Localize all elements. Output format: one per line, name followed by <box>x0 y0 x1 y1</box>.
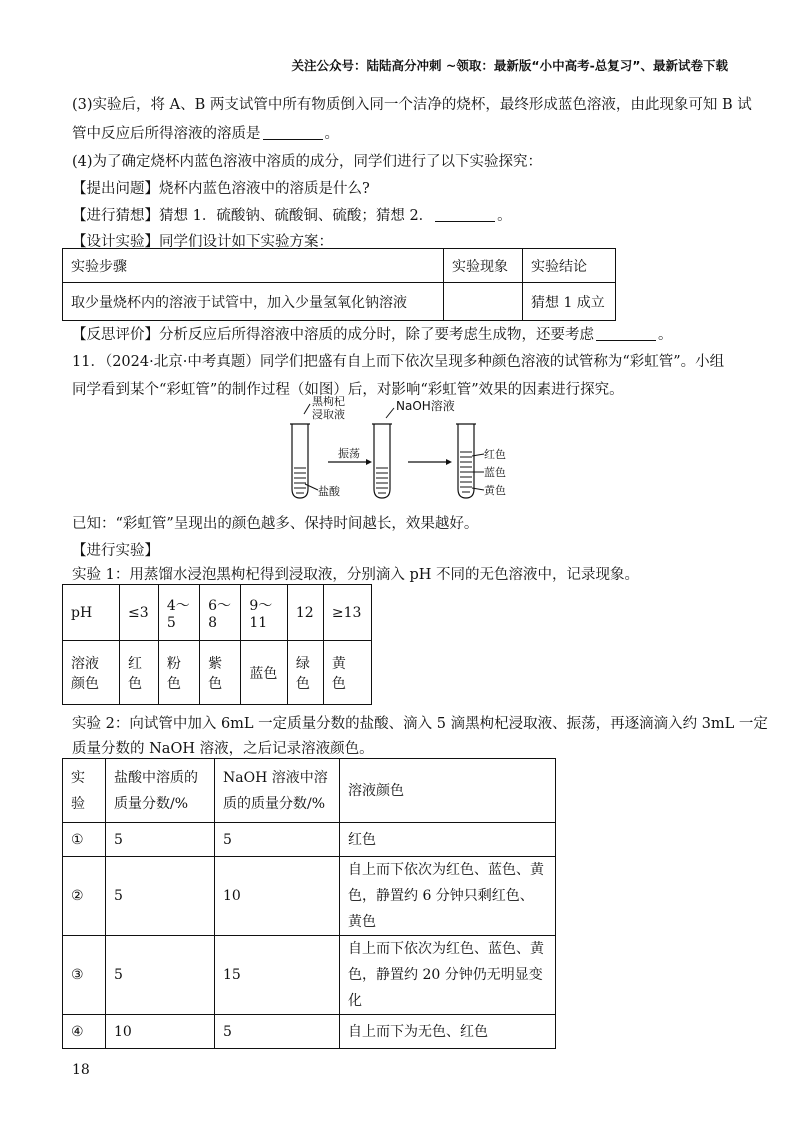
label-red: 红色 <box>484 448 506 461</box>
exp-hcl: 10 <box>106 1015 215 1049</box>
exp-hcl: 5 <box>106 936 215 1015</box>
ph-cell: ≤3 <box>120 585 159 641</box>
experiment-table <box>62 758 556 1049</box>
ph-cell: 9～ 11 <box>241 585 288 641</box>
ph-cell: 绿 色 <box>287 641 323 705</box>
q4-problem: 【提出问题】烧杯内蓝色溶液中的溶质是什么? <box>72 181 370 197</box>
label-extract-2: 浸取液 <box>312 408 345 421</box>
ph-cell: 蓝色 <box>241 641 288 705</box>
q4-design: 【设计实验】同学们设计如下实验方案： <box>72 234 333 250</box>
label-shake: 振荡 <box>338 447 360 460</box>
design-cell: 猜想 1 成立 <box>523 283 616 321</box>
label-yellow: 黄色 <box>484 484 506 497</box>
q11-line1: 11．（2024·北京·中考真题）同学们把盛有自上而下依次呈现多种颜色溶液的试管称为“彩虹管”。小组 <box>72 354 725 370</box>
q4-reflect-text: 【反思评价】分析反应后所得溶液中溶质的成分时，除了要考虑生成物，还要考虑 <box>72 327 594 343</box>
drip-arrowhead <box>446 459 452 465</box>
q4-intro: (4)为了确定烧杯内蓝色溶液中溶质的成分，同学们进行了以下实验探究： <box>72 154 543 170</box>
exp-hcl: 5 <box>106 823 215 857</box>
test-tube-2 <box>374 424 390 498</box>
q3-line2-text: 管中反应后所得溶液的溶质是 <box>72 126 261 142</box>
answer-blank <box>596 326 656 341</box>
design-header: 实验步骤 <box>63 249 444 283</box>
q4-reflect-end: 。 <box>658 327 673 343</box>
exp-no: ④ <box>63 1015 106 1049</box>
exp-color: 自上而下依次为红色、蓝色、黄 色，静置约 20 分钟仍无明显变化 <box>340 936 556 1015</box>
design-table <box>62 248 616 321</box>
tube-3-liquid <box>460 452 472 492</box>
exp-hcl: 5 <box>106 857 215 936</box>
q4-guess <box>72 204 512 225</box>
ph-cell: 溶液 颜色 <box>63 641 120 705</box>
ph-cell: pH <box>63 585 120 641</box>
exp-naoh: 10 <box>215 857 340 936</box>
exp-header: NaOH 溶液中溶 质的质量分数/% <box>215 759 340 823</box>
q3-line2-end: 。 <box>324 126 339 142</box>
exp-header: 溶液颜色 <box>340 759 556 823</box>
exp-no: ① <box>63 823 106 857</box>
page-header: 关注公众号：陆陆高分冲刺 ~领取：最新版“小中高考-总复习”、最新试卷下载 <box>291 58 728 73</box>
acid-pointer <box>305 484 318 490</box>
label-naoh: NaOH溶液 <box>396 399 455 413</box>
rainbow-tube-figure <box>270 394 530 506</box>
q4-guess-end: 。 <box>497 208 512 224</box>
exp2-line1: 实验 2：向试管中加入 6mL 一定质量分数的盐酸、滴入 5 滴黑枸杞浸取液、振荡，再逐滴滴入约 3mL 一定 <box>72 716 768 732</box>
q4-guess-text: 【进行猜想】猜想 1．硫酸钠、硫酸铜、硫酸；猜想 2． <box>72 208 434 224</box>
ph-table <box>62 584 372 705</box>
test-tube-1 <box>292 424 308 498</box>
ph-cell: 4～ 5 <box>158 585 199 641</box>
known-line: 已知：“彩虹管”呈现出的颜色越多、保持时间越长，效果越好。 <box>72 516 479 532</box>
exp-naoh: 15 <box>215 936 340 1015</box>
label-acid: 盐酸 <box>318 485 340 498</box>
exp-naoh: 5 <box>215 1015 340 1049</box>
naoh-arrow <box>386 408 394 418</box>
exp-no: ② <box>63 857 106 936</box>
q3-line2 <box>72 122 339 143</box>
ph-cell: ≥13 <box>323 585 371 641</box>
design-cell <box>444 283 523 321</box>
design-header: 实验结论 <box>523 249 616 283</box>
exp-color: 自上而下依次为红色、蓝色、黄 色，静置约 6 分钟只剩红色、黄色 <box>340 857 556 936</box>
exp-naoh: 5 <box>215 823 340 857</box>
label-extract-1: 黑枸杞 <box>312 395 345 408</box>
q3-line1: (3)实验后，将 A、B 两支试管中所有物质倒入同一个洁净的烧杯，最终形成蓝色溶液，由此现象可知 B 试 <box>72 97 752 113</box>
tube-2-liquid <box>376 468 388 493</box>
exp-header: 实 验 <box>63 759 106 823</box>
answer-blank <box>435 207 495 222</box>
label-blue: 蓝色 <box>484 466 506 479</box>
exp2-line2: 质量分数的 NaOH 溶液，之后记录溶液颜色。 <box>72 741 374 757</box>
exp-header: 盐酸中溶质的 质量分数/% <box>106 759 215 823</box>
ph-cell: 6～ 8 <box>200 585 241 641</box>
ph-cell: 红 色 <box>120 641 159 705</box>
shake-arrowhead <box>366 459 372 465</box>
design-header: 实验现象 <box>444 249 523 283</box>
tube-1-liquid <box>294 468 306 493</box>
page-number: 18 <box>72 1062 90 1078</box>
ph-cell: 紫 色 <box>200 641 241 705</box>
exp-color: 自上而下为无色、红色 <box>340 1015 556 1049</box>
ph-cell: 粉 色 <box>158 641 199 705</box>
exp1-line: 实验 1：用蒸馏水浸泡黑枸杞得到浸取液，分别滴入 pH 不同的无色溶液中，记录现象。 <box>72 567 639 583</box>
ph-cell: 黄 色 <box>323 641 371 705</box>
ph-cell: 12 <box>287 585 323 641</box>
exp-no: ③ <box>63 936 106 1015</box>
design-cell: 取少量烧杯内的溶液于试管中，加入少量氢氧化钠溶液 <box>63 283 444 321</box>
extract-arrow <box>304 404 310 414</box>
exp-color: 红色 <box>340 823 556 857</box>
q4-reflect <box>72 323 673 344</box>
section-label: 【进行实验】 <box>72 543 159 559</box>
q11-line2: 同学看到某个“彩虹管”的制作过程（如图）后，对影响“彩虹管”效果的因素进行探究。 <box>72 382 624 398</box>
answer-blank <box>263 125 323 140</box>
